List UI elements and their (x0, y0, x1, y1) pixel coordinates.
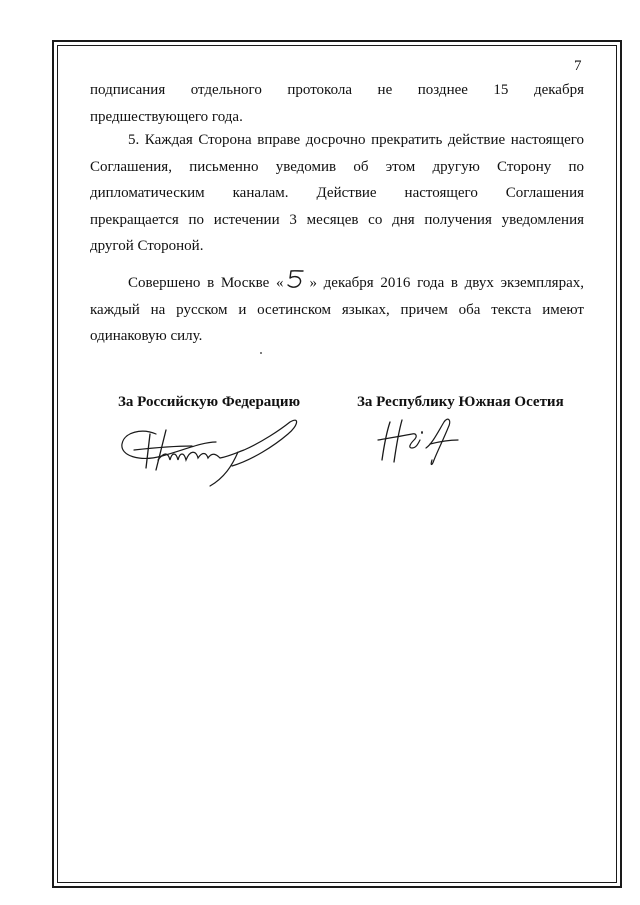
text-line: Соглашения, письменно уведомив об этом другую Сторону по (90, 158, 584, 175)
text-line: другой Стороной. (90, 238, 204, 254)
text-line: одинаковую силу. (90, 328, 203, 344)
text-line: предшествующего года. (90, 108, 243, 125)
closing-after-day: » декабря 2016 года в двух экземплярах, (309, 275, 584, 291)
page-number: 7 (574, 58, 582, 74)
text-line: 5. Каждая Сторона вправе досрочно прекратить действие настоящего (128, 132, 584, 148)
text-line (90, 268, 584, 297)
text-line: подписания отдельного протокола не позднее 15 декабря (90, 82, 584, 98)
handwritten-day (284, 268, 308, 290)
scan-speck (260, 352, 262, 354)
text-line: дипломатическим каналам. Действие настоящего Соглашения (90, 185, 584, 201)
paragraph-termination-clause (90, 127, 584, 260)
paragraph-continuation (90, 77, 584, 130)
text-line: прекращается по истечении 3 месяцев со дня получения уведомления (90, 211, 584, 228)
signature-heading-south-ossetia: За Республику Южная Осетия (357, 394, 564, 410)
signature-russia (112, 412, 312, 492)
signature-south-ossetia (372, 414, 472, 470)
text-line: каждый на русском и осетинском языках, причем оба текста имеют (90, 301, 584, 318)
closing-before-day: Совершено в Москве « (128, 275, 284, 291)
paragraph-closing (90, 268, 584, 350)
signature-heading-russia: За Российскую Федерацию (118, 394, 301, 410)
